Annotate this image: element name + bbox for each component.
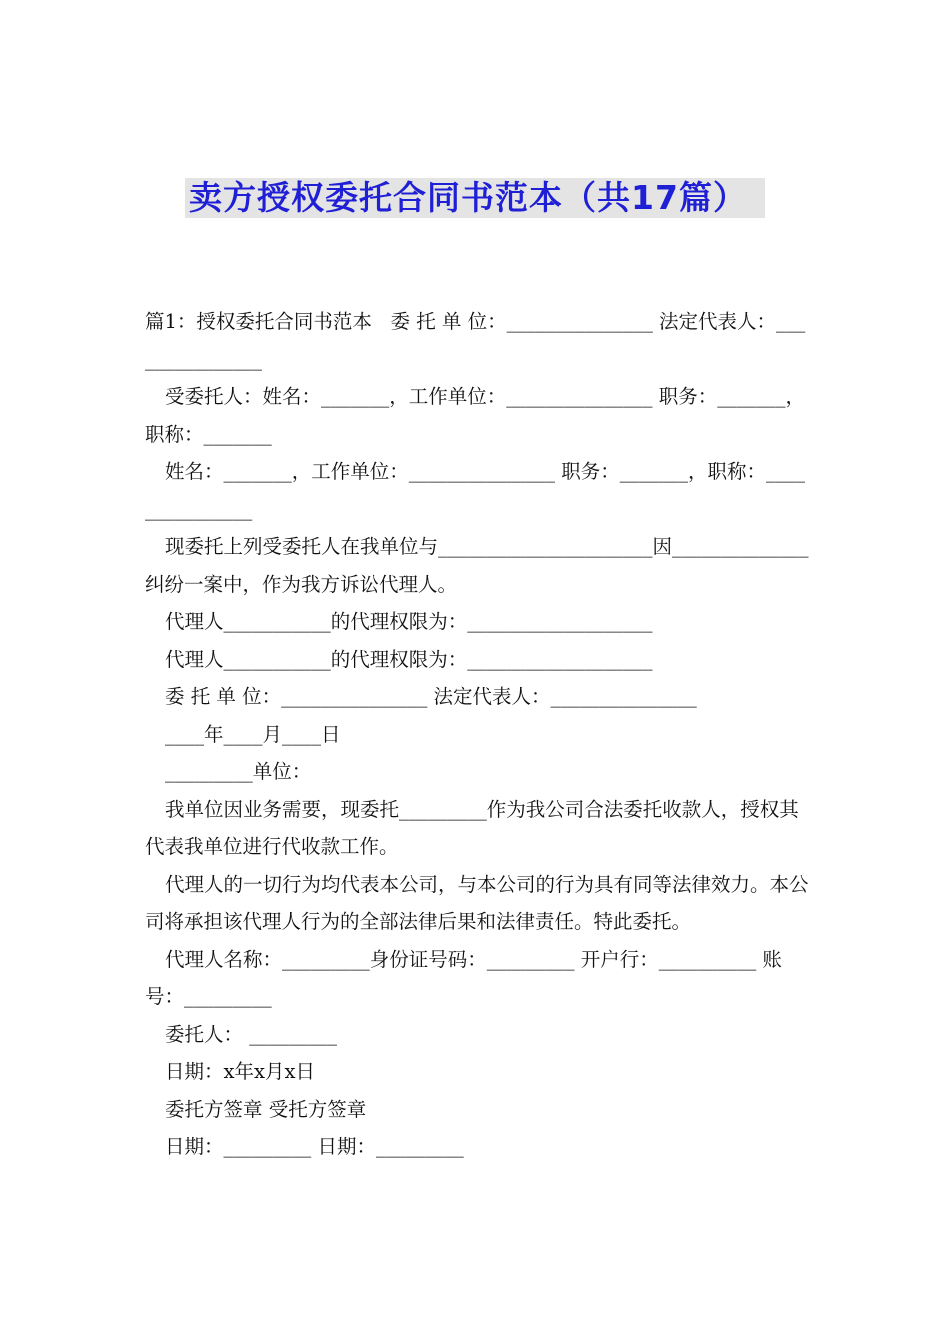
- title-container: [0, 178, 950, 218]
- paragraph: 代理人___________的代理权限为：___________________: [165, 647, 653, 671]
- paragraph: 委托人： _________: [165, 1022, 337, 1046]
- paragraph: 篇1：授权委托合同书范本 委 托 单 位：_______________ 法定代表人：_______________: [145, 310, 806, 371]
- paragraph: 代理人名称：_________身份证号码：_________ 开户行：__________ 账号：_________: [145, 947, 782, 1008]
- paragraph: 受委托人：姓名：_______，工作单位：_______________ 职务：_______，职称：_______: [145, 385, 805, 446]
- paragraph: 日期：x年x月x日: [165, 1060, 315, 1083]
- paragraph: 我单位因业务需要，现委托_________作为我公司合法委托收款人，授权其代表我单位进行代收款工作。: [145, 797, 799, 858]
- paragraph: 代理人的一切行为均代表本公司，与本公司的行为具有同等法律效力。本公司将承担该代理人行为的全部法律后果和法律责任。特此委托。: [145, 872, 809, 933]
- paragraph: 委 托 单 位：_______________ 法定代表人：_______________: [165, 685, 697, 708]
- paragraph: 委托方签章 受托方签章: [165, 1097, 367, 1121]
- paragraph: 代理人___________的代理权限为：___________________: [165, 610, 653, 633]
- paragraph: _________单位：: [165, 760, 312, 783]
- paragraph: 姓名：_______，工作单位：_______________ 职务：_______，职称：_______________: [145, 460, 805, 521]
- paragraph: 现委托上列受委托人在我单位与______________________因______________纠纷一案中，作为我方诉讼代理人。: [145, 535, 809, 596]
- paragraph: 日期：_________ 日期：_________: [165, 1135, 464, 1158]
- paragraph: ____年____月____日: [165, 722, 341, 746]
- document-title: 卖方授权委托合同书范本（共17篇）: [185, 178, 765, 218]
- document-body: [145, 303, 811, 1166]
